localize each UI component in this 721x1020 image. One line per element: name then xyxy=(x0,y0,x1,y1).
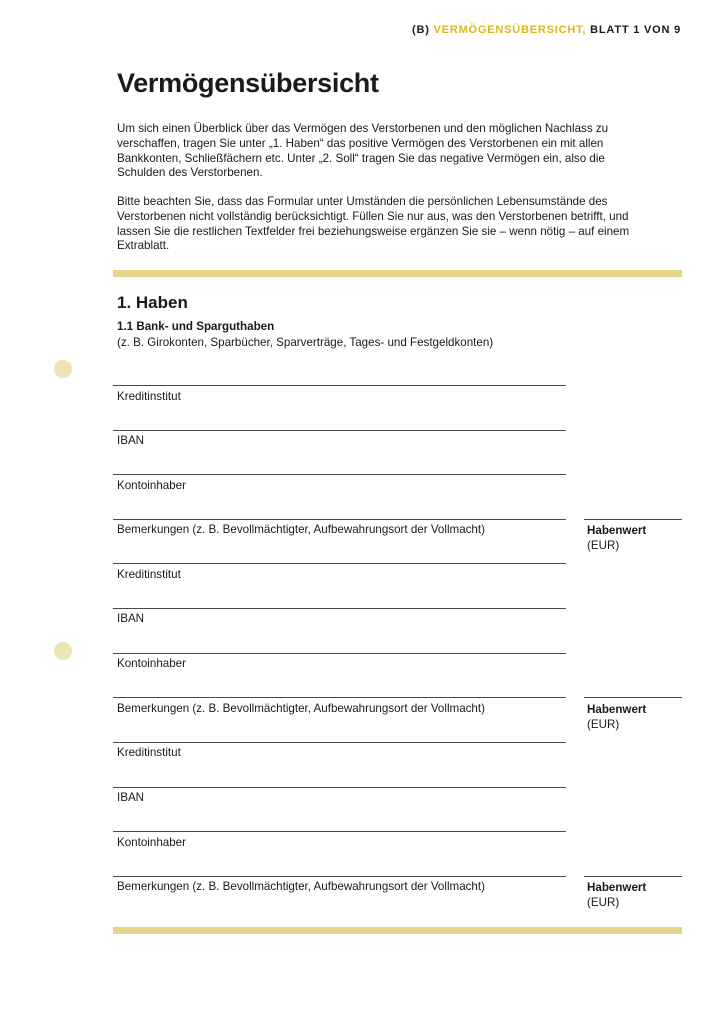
habenwert-field[interactable] xyxy=(587,880,646,910)
kreditinstitut-field[interactable]: Kreditinstitut xyxy=(117,746,181,759)
kontoinhaber-field[interactable]: Kontoinhaber xyxy=(117,657,186,670)
field-line xyxy=(113,697,566,698)
currency-label: (EUR) xyxy=(587,718,620,731)
bemerkungen-field[interactable]: Bemerkungen (z. B. Bevollmächtigter, Aufbewahrungsort der Vollmacht) xyxy=(117,523,485,536)
value-line xyxy=(584,876,682,877)
page-title: Vermögensübersicht xyxy=(117,68,379,98)
field-line xyxy=(113,430,566,431)
field-line xyxy=(113,608,566,609)
field-line xyxy=(113,385,566,386)
bemerkungen-field[interactable]: Bemerkungen (z. B. Bevollmächtigter, Aufbewahrungsort der Vollmacht) xyxy=(117,880,485,893)
divider-bottom xyxy=(113,927,682,934)
iban-field[interactable]: IBAN xyxy=(117,791,145,804)
kreditinstitut-field[interactable]: Kreditinstitut xyxy=(117,568,181,581)
kontoinhaber-field[interactable]: Kontoinhaber xyxy=(117,836,186,849)
field-line xyxy=(113,876,566,877)
field-line xyxy=(113,519,566,520)
page-header xyxy=(412,24,681,36)
subsection-note: (z. B. Girokonten, Sparbücher, Sparverträge, Tages- und Festgeldkonten) xyxy=(117,336,494,349)
field-line xyxy=(113,474,566,475)
intro-paragraph-1: Um sich einen Überblick über das Vermögen des Verstorbenen und den möglichen Nachlass zu verschaffen, tragen Sie unter „1. Haben“ das positive Vermögen des Verstorbenen ein mit allen Bankkonten, Schließfächern etc. Unter „2. Soll“ tragen Sie das negative Vermögen ein, also die Schulden des Verstorbenen. xyxy=(117,122,609,180)
subsection-heading: 1.1 Bank- und Sparguthaben xyxy=(117,320,275,333)
value-line xyxy=(584,697,682,698)
kreditinstitut-field[interactable]: Kreditinstitut xyxy=(117,390,181,403)
field-line xyxy=(113,563,566,564)
field-line xyxy=(113,653,566,654)
iban-field[interactable]: IBAN xyxy=(117,612,145,625)
habenwert-label: Habenwert xyxy=(587,524,647,537)
section-heading: 1. Haben xyxy=(117,293,188,312)
header-section: (B) xyxy=(412,24,430,36)
habenwert-field[interactable] xyxy=(587,702,646,732)
habenwert-label: Habenwert xyxy=(587,881,647,894)
divider-top xyxy=(113,270,682,277)
currency-label: (EUR) xyxy=(587,539,620,552)
punch-hole-bottom xyxy=(54,642,72,660)
field-line xyxy=(113,787,566,788)
field-line xyxy=(113,742,566,743)
punch-hole-top xyxy=(54,360,72,378)
habenwert-label: Habenwert xyxy=(587,703,647,716)
intro-paragraph-2: Bitte beachten Sie, dass das Formular unter Umständen die persönlichen Lebensumstände des Verstorbenen nicht vollständig berücksichtigt. Füllen Sie nur aus, was den Verstorbenen betrifft, und lassen Sie die restlichen Textfelder frei beziehungsweise ergänzen Sie sie – wenn nötig – auf einem Extrablatt. xyxy=(117,195,630,253)
currency-label: (EUR) xyxy=(587,896,620,909)
value-line xyxy=(584,519,682,520)
iban-field[interactable]: IBAN xyxy=(117,434,145,447)
header-sheet: BLATT 1 VON 9 xyxy=(590,24,681,36)
habenwert-field[interactable] xyxy=(587,523,646,553)
kontoinhaber-field[interactable]: Kontoinhaber xyxy=(117,479,186,492)
field-line xyxy=(113,831,566,832)
bemerkungen-field[interactable]: Bemerkungen (z. B. Bevollmächtigter, Aufbewahrungsort der Vollmacht) xyxy=(117,702,485,715)
header-doc-name: VERMÖGENSÜBERSICHT, xyxy=(433,24,587,36)
